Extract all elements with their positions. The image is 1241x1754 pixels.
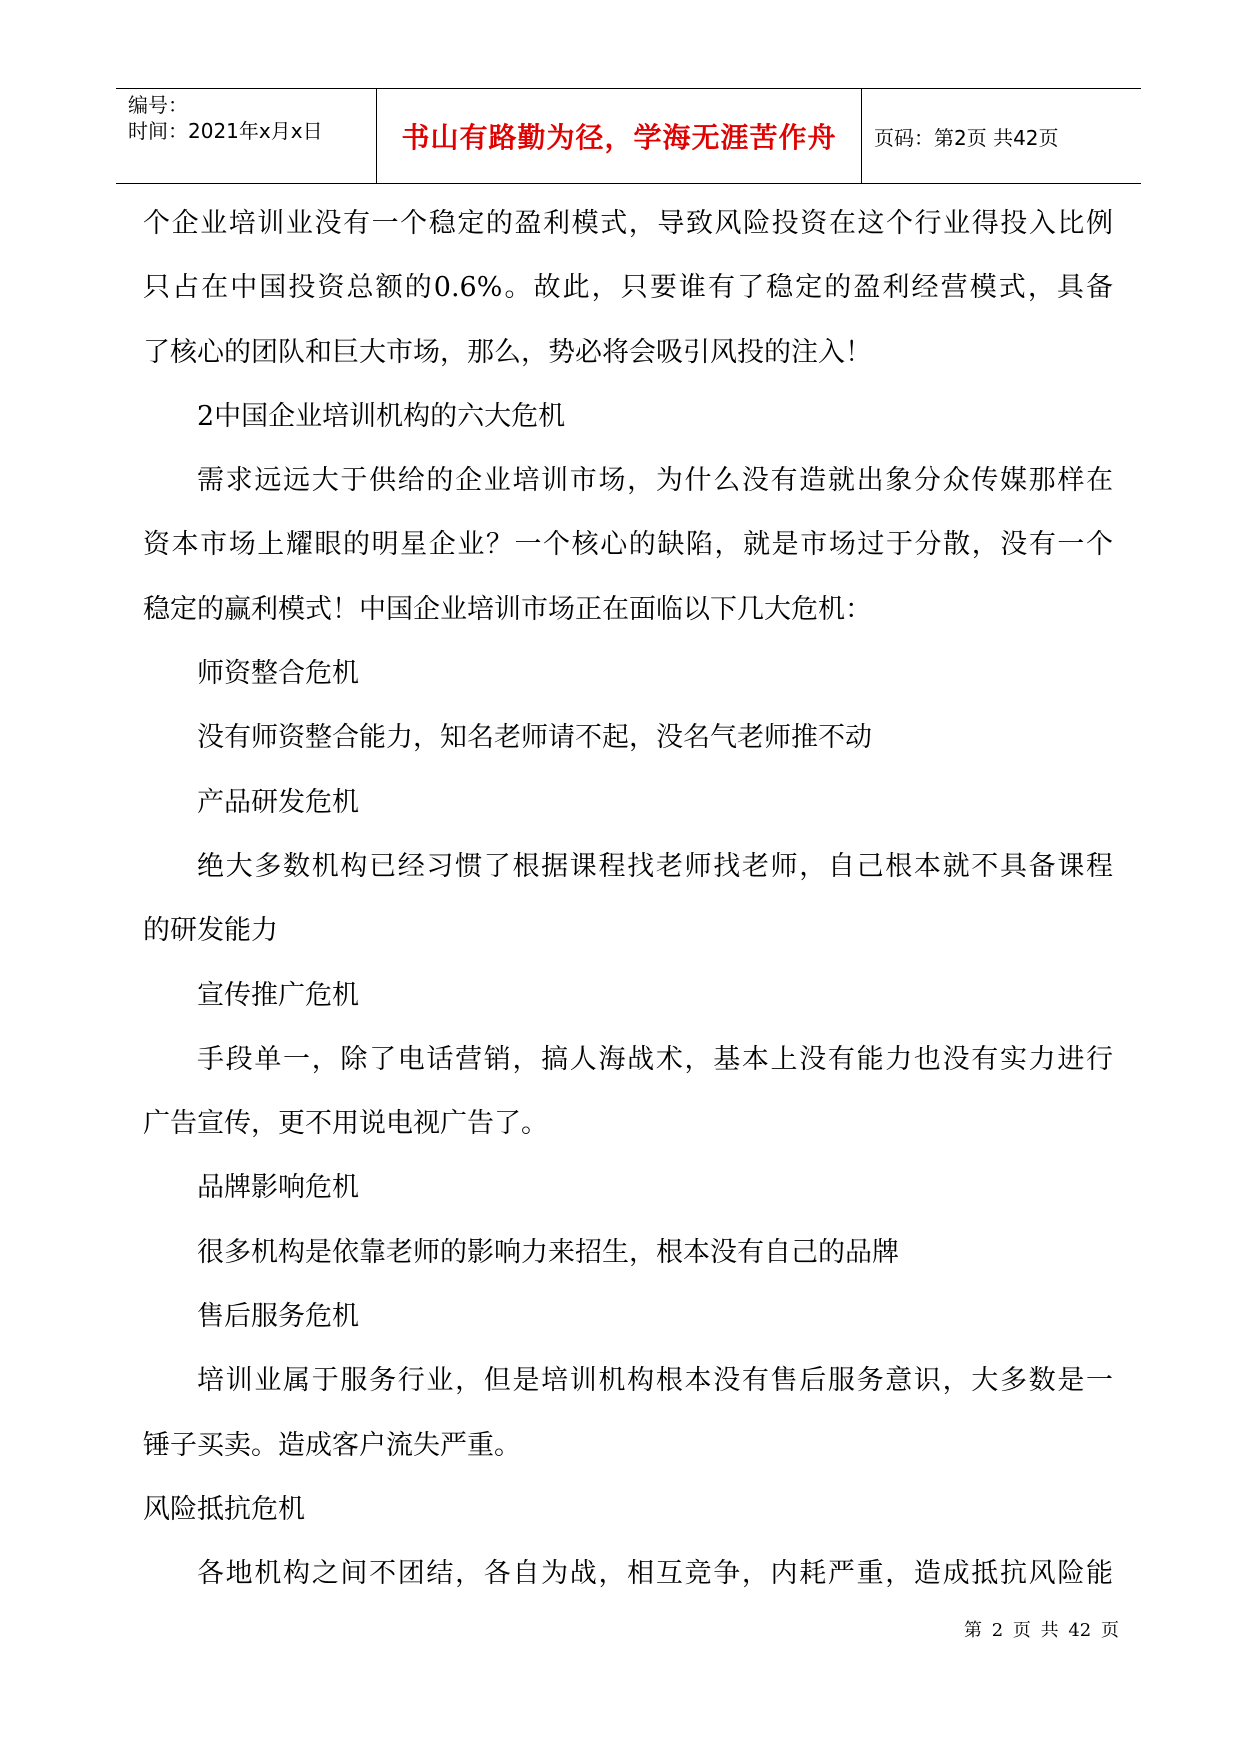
text-line: 稳定的赢利模式！中国企业培训市场正在面临以下几大危机： [143,593,872,625]
text-line: 手段单一，除了电话营销，搞人海战术，基本上没有能力也没有实力进行 [197,1043,1113,1075]
number-label: 编号： [128,93,188,117]
text-line: 广告宣传，更不用说电视广告了。 [143,1108,548,1140]
text-line: 需求远远大于供给的企业培训市场，为什么没有造就出象分众传媒那样在 [197,465,1113,497]
text-line: 各地机构之间不团结，各自为战，相互竞争，内耗严重，造成抵抗风险能 [197,1558,1113,1590]
text-line: 没有师资整合能力，知名老师请不起，没名气老师推不动 [197,722,872,754]
text-line: 锤子买卖。造成客户流失严重。 [143,1429,521,1461]
text-line: 培训业属于服务行业，但是培训机构根本没有售后服务意识，大多数是一 [197,1365,1113,1397]
document-body [143,192,1113,1607]
text-line: 的研发能力 [143,915,278,947]
crisis-heading: 产品研发危机 [197,786,359,818]
text-line: 绝大多数机构已经习惯了根据课程找老师找老师，自己根本就不具备课程 [197,850,1113,882]
text-line: 了核心的团队和巨大市场，那么，势必将会吸引风投的注入！ [143,336,872,368]
text-line: 很多机构是依靠老师的影响力来招生，根本没有自己的品牌 [197,1236,899,1268]
text-line: 只占在中国投资总额的0.6%。故此，只要谁有了稳定的盈利经营模式，具备 [143,272,1113,304]
header-page-cell [862,89,1141,183]
text-line: 资本市场上耀眼的明星企业？一个核心的缺陷，就是市场过于分散，没有一个 [143,529,1113,561]
section-heading: 2中国企业培训机构的六大危机 [197,400,566,432]
time-label: 时间：2021年x月x日 [128,119,323,143]
page-footer: 第 2 页 共 42 页 [964,1620,1119,1641]
header-motto-cell [376,89,862,183]
page-header [116,88,1141,184]
motto: 书山有路勤为径，学海无涯苦作舟 [401,121,837,154]
text-line: 个企业培训业没有一个稳定的盈利模式，导致风险投资在这个行业得投入比例 [143,208,1113,239]
crisis-heading: 宣传推广危机 [197,979,359,1011]
crisis-heading: 师资整合危机 [197,658,359,690]
crisis-heading: 品牌影响危机 [197,1172,359,1204]
page-info: 页码：第2页 共42页 [874,125,1059,150]
crisis-heading: 风险抵抗危机 [143,1493,305,1525]
crisis-heading: 售后服务危机 [197,1301,359,1333]
header-meta [116,89,376,183]
